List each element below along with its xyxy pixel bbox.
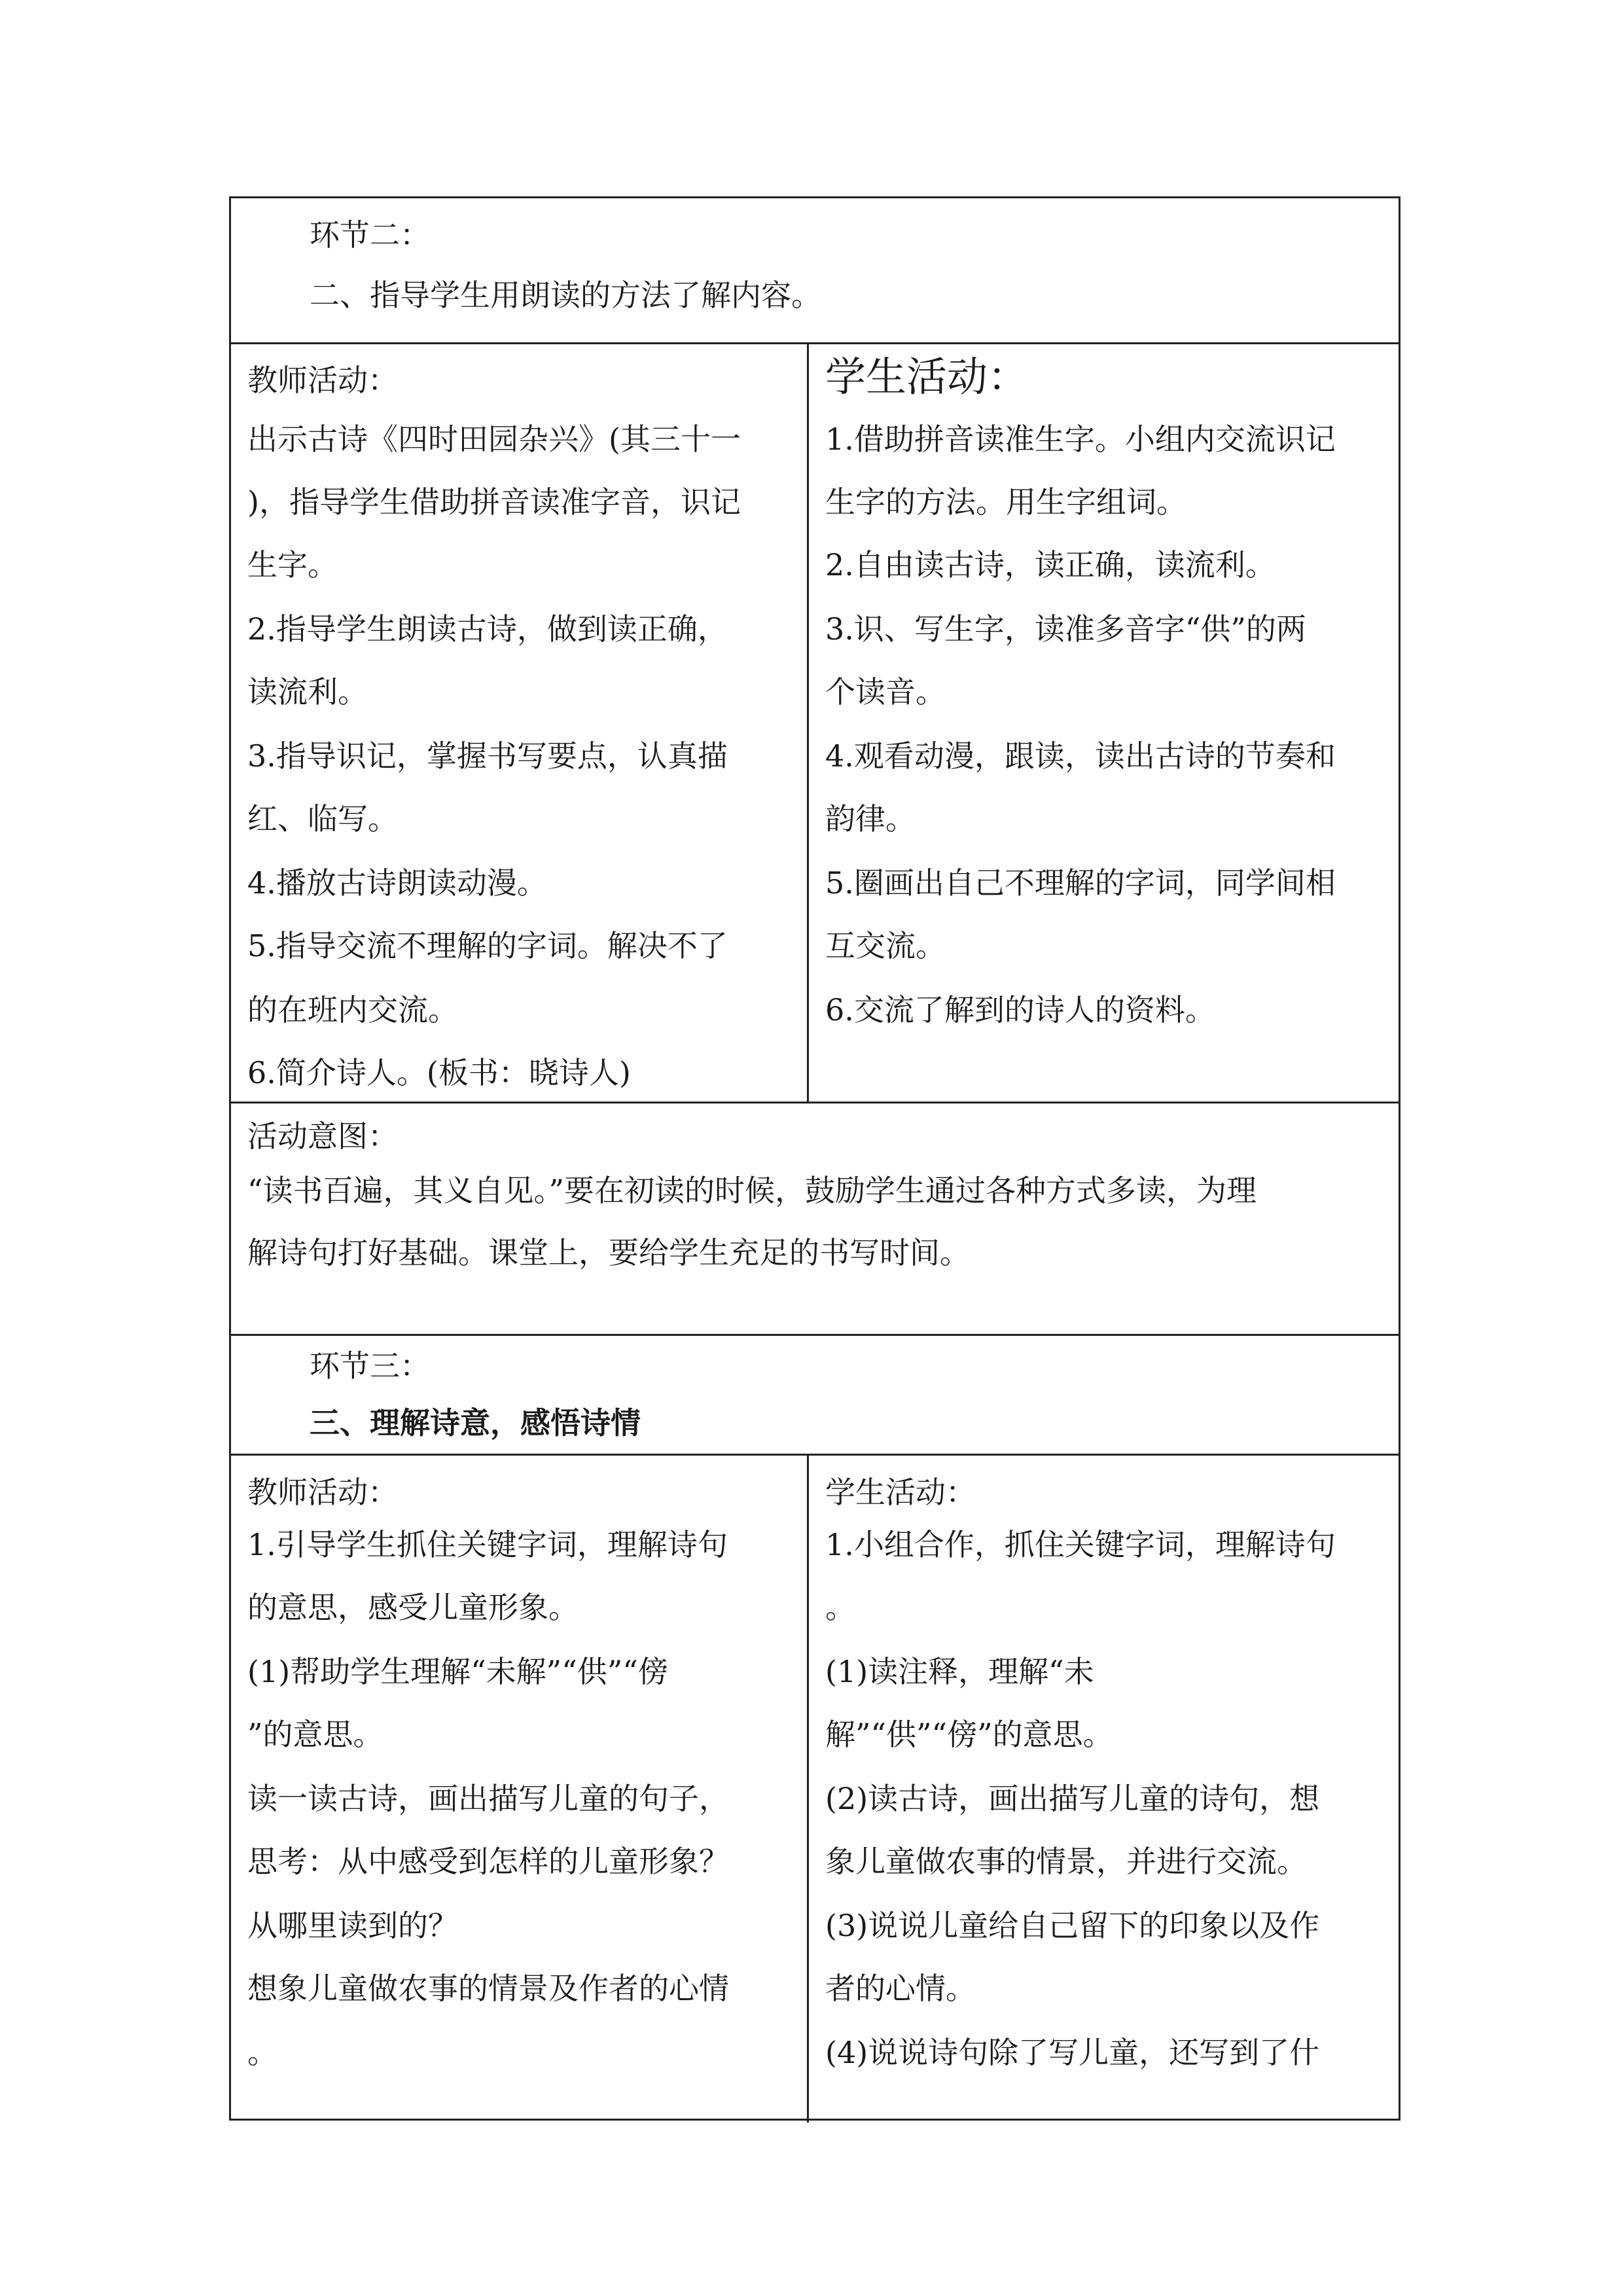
teacher-line: 读流利。	[247, 674, 368, 709]
section2-student-cell	[809, 342, 1402, 1102]
teacher-line: 2.指导学生朗读古诗，做到读正确，	[247, 611, 728, 647]
teacher-line: 1.引导学生抓住关键字词，理解诗句	[247, 1527, 728, 1562]
student-line: 4.观看动漫，跟读，读出古诗的节奏和	[825, 738, 1336, 774]
student-activity-title: 学生活动：	[825, 1475, 976, 1510]
teacher-activity-title: 教师活动：	[247, 1475, 398, 1510]
teacher-line: 4.播放古诗朗读动漫。	[247, 865, 547, 901]
activity-intent-line: 解诗句打好基础。课堂上，要给学生充足的书写时间。	[247, 1235, 970, 1270]
student-line: 互交流。	[825, 928, 946, 963]
teacher-line: 从哪里读到的？	[247, 1908, 458, 1943]
activity-intent-title: 活动意图：	[247, 1119, 398, 1154]
teacher-line: 想象儿童做农事的情景及作者的心情	[247, 1971, 729, 2006]
teacher-line: 生字。	[247, 547, 338, 583]
teacher-line: 6.简介诗人。(板书：晓诗人)	[247, 1055, 631, 1090]
section3-heading: 三、理解诗意，感悟诗情	[310, 1405, 641, 1441]
student-line: 3.识、写生字，读准多音字“供”的两	[825, 611, 1306, 647]
teacher-line: 思考：从中感受到怎样的儿童形象？	[247, 1844, 729, 1879]
section2-heading: 二、指导学生用朗读的方法了解内容。	[310, 278, 821, 313]
lesson-plan-table	[229, 196, 1400, 2121]
teacher-line: 的意思，感受儿童形象。	[247, 1590, 579, 1625]
student-line: (1)读注释，理解“未	[825, 1654, 1094, 1689]
student-line: 2.自由读古诗，读正确，读流利。	[825, 547, 1275, 583]
activity-intent-cell	[231, 1103, 1402, 1334]
student-line: 6.交流了解到的诗人的资料。	[825, 992, 1215, 1028]
student-line: (2)读古诗，画出描写儿童的诗句，想	[825, 1781, 1320, 1816]
section2-header-cell	[231, 198, 1402, 342]
teacher-line: 5.指导交流不理解的字词。解决不了	[247, 928, 728, 963]
student-line: 解”“供”“傍”的意思。	[825, 1717, 1113, 1752]
teacher-line: 读一读古诗，画出描写儿童的句子，	[247, 1781, 729, 1816]
teacher-line: 红、临写。	[247, 801, 398, 836]
student-line: 韵律。	[825, 801, 916, 836]
student-line: 象儿童做农事的情景，并进行交流。	[825, 1844, 1307, 1879]
section3-step-label: 环节三：	[310, 1348, 430, 1384]
activity-intent-line: “读书百遍，其义自见。”要在初读的时候，鼓励学生通过各种方式多读，为理	[247, 1173, 1257, 1208]
teacher-line: )，指导学生借助拼音读准字音，识记	[247, 484, 741, 520]
teacher-line: ”的意思。	[247, 1717, 383, 1752]
student-line: 。	[825, 1590, 855, 1625]
teacher-activity-title: 教师活动：	[247, 363, 398, 398]
section3-student-cell	[809, 1456, 1402, 2123]
student-line: 1.小组合作，抓住关键字词，理解诗句	[825, 1527, 1336, 1562]
section2-teacher-cell	[231, 342, 807, 1102]
student-line: 1.借助拼音读准生字。小组内交流识记	[825, 422, 1336, 457]
section2-step-label: 环节二：	[310, 217, 430, 253]
student-line: (4)说说诗句除了写儿童，还写到了什	[825, 2035, 1320, 2070]
teacher-line: (1)帮助学生理解“未解”“供”“傍	[247, 1654, 668, 1689]
teacher-line: 出示古诗《四时田园杂兴》(其三十一	[247, 422, 741, 457]
student-line: 5.圈画出自己不理解的字词，同学间相	[825, 865, 1336, 901]
teacher-line: 。	[247, 2035, 277, 2070]
student-line: 者的心情。	[825, 1971, 976, 2006]
section3-teacher-cell	[231, 1456, 807, 2123]
student-line: (3)说说儿童给自己留下的印象以及作	[825, 1908, 1320, 1943]
teacher-line: 的在班内交流。	[247, 992, 458, 1028]
student-activity-title: 学生活动：	[825, 353, 1029, 401]
teacher-line: 3.指导识记，掌握书写要点，认真描	[247, 738, 728, 774]
student-line: 生字的方法。用生字组词。	[825, 484, 1186, 520]
section3-header-cell	[231, 1336, 1402, 1454]
student-line: 个读音。	[825, 674, 946, 709]
